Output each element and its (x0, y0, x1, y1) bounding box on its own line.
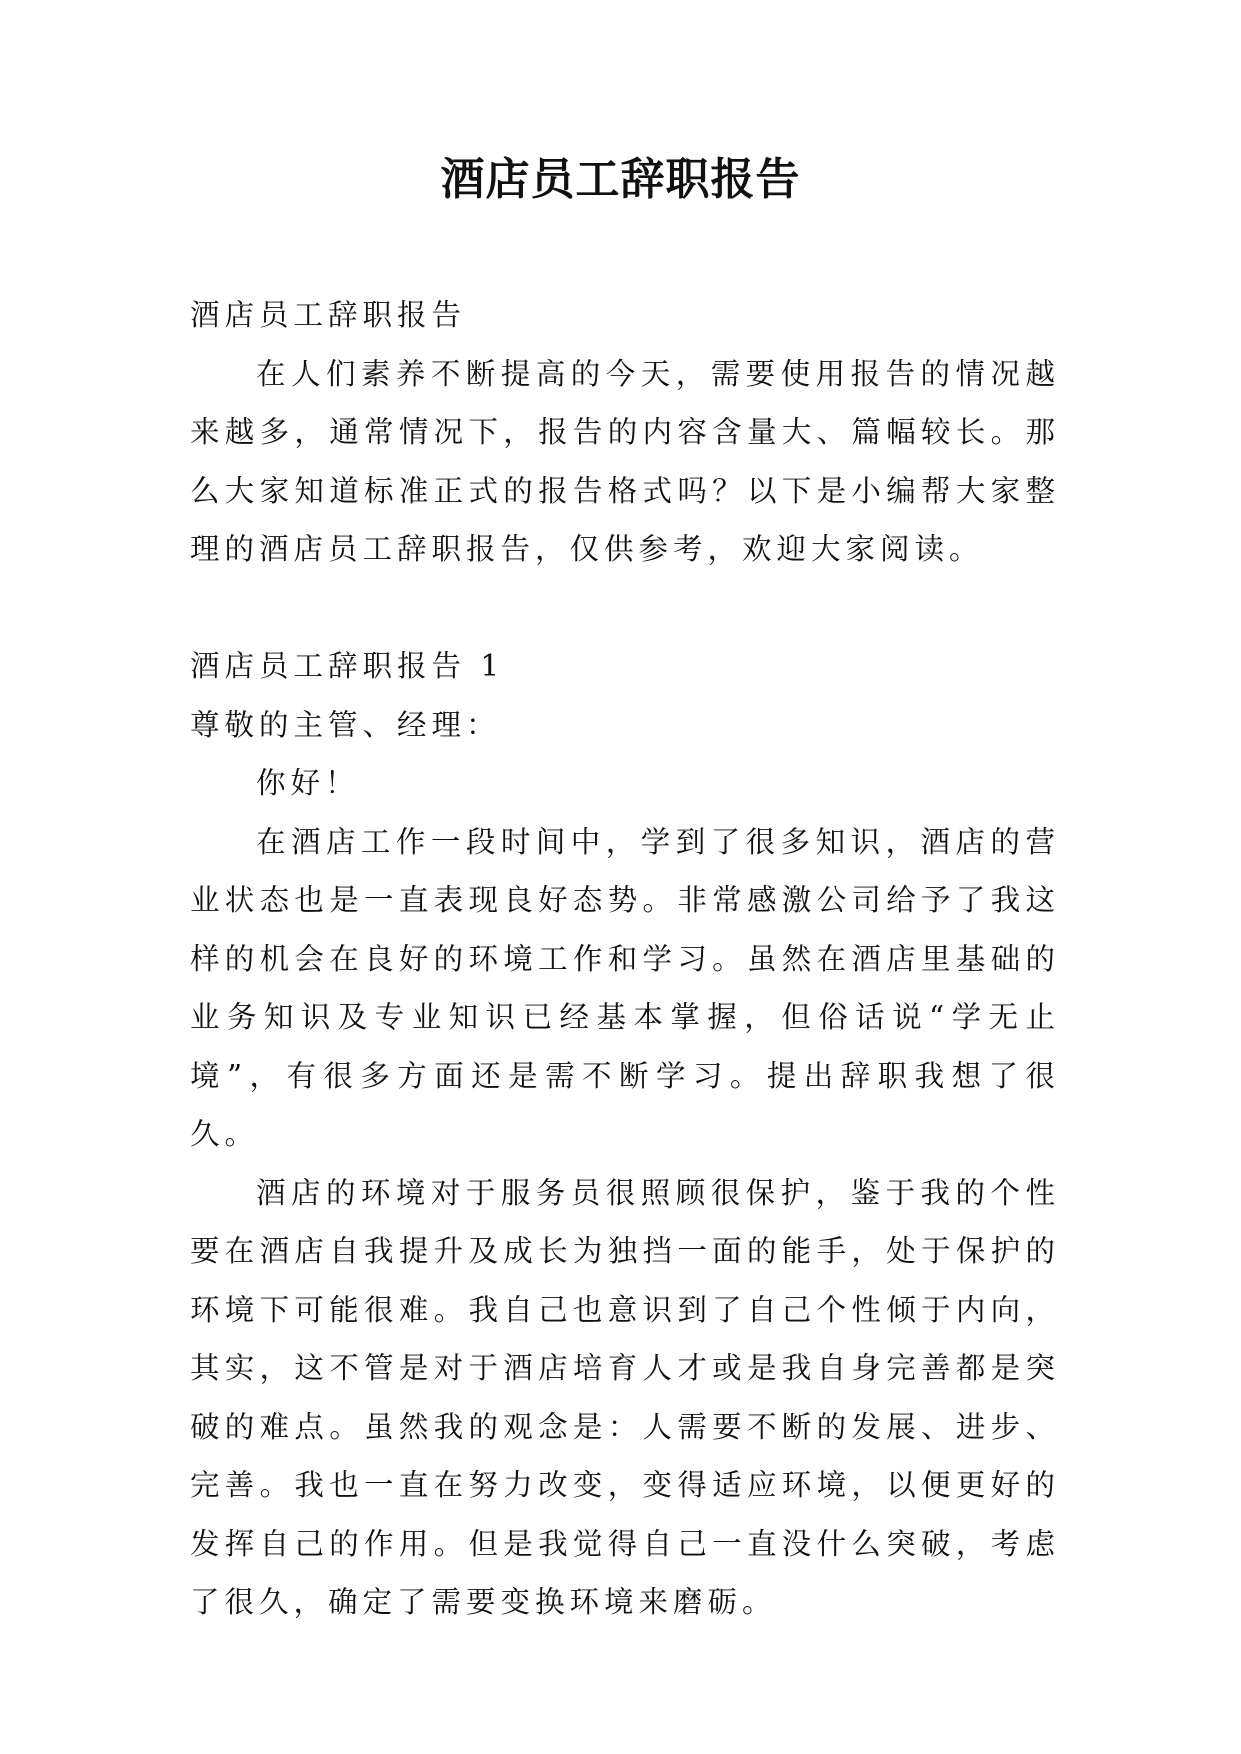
intro-paragraph: 在人们素养不断提高的今天，需要使用报告的情况越来越多，通常情况下，报告的内容含量大、篇幅较长。那么大家知道标准正式的报告格式吗？以下是小编帮大家整理的酒店员工辞职报告，仅供参考，欢迎大家阅读。 (190, 356, 1060, 566)
body-paragraph-1: 在酒店工作一段时间中，学到了很多知识，酒店的营业状态也是一直表现良好态势。非常感激公司给予了我这样的机会在良好的环境工作和学习。虽然在酒店里基础的业务知识及专业知识已经基本掌握，但俗话说“学无止境”，有很多方面还是需不断学习。提出辞职我想了很久。 (190, 824, 1060, 1151)
salutation: 尊敬的主管、经理： (190, 707, 501, 742)
body-paragraph-2: 酒店的环境对于服务员很照顾很保护，鉴于我的个性要在酒店自我提升及成长为独挡一面的能手，处于保护的环境下可能很难。我自己也意识到了自己个性倾于内向，其实，这不管是对于酒店培育人才或是我自身完善都是突破的难点。虽然我的观念是：人需要不断的发展、进步、完善。我也一直在努力改变，变得适应环境，以便更好的发挥自己的作用。但是我觉得自己一直没什么突破，考虑了很久，确定了需要变换环境来磨砺。 (190, 1175, 1060, 1619)
section-heading: 酒店员工辞职报告 (190, 298, 467, 332)
document-body (190, 286, 1060, 1632)
report-heading: 酒店员工辞职报告 1 (190, 649, 505, 683)
paragraph-spacer (190, 579, 1060, 638)
greeting: 你好！ (256, 766, 360, 800)
document-title: 酒店员工辞职报告 (440, 154, 801, 205)
